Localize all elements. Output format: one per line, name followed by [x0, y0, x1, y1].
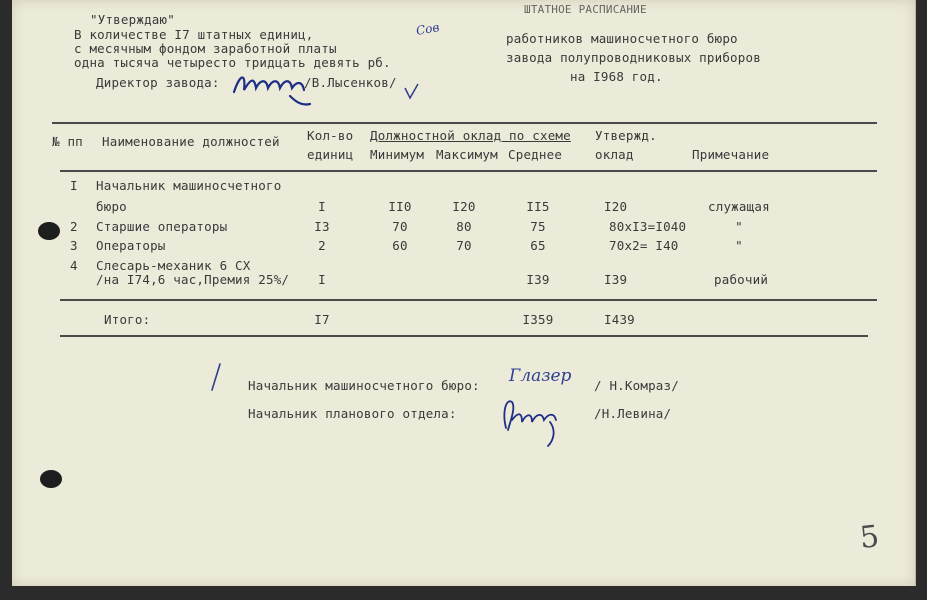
row-num: I [70, 178, 78, 193]
header-num: № пп [52, 134, 83, 149]
row-avg: 65 [530, 238, 546, 253]
binder-hole [38, 222, 60, 240]
row-note: рабочий [714, 272, 769, 287]
row-note: служащая [708, 199, 770, 214]
header-count-2: единиц [307, 147, 354, 162]
header-min: Минимум [370, 147, 425, 162]
row-count: I [318, 199, 326, 214]
row-count: I3 [314, 219, 330, 234]
row-num: 2 [70, 219, 78, 234]
title-line-3: на I968 год. [570, 69, 663, 84]
row-min: 70 [392, 219, 408, 234]
header-max: Максимум [436, 147, 498, 162]
total-label: Итого: [104, 312, 151, 327]
signature-2-label: Начальник планового отдела: [248, 406, 457, 421]
row-count: 2 [318, 238, 326, 253]
row-avg: I39 [526, 272, 550, 287]
header-approved-1: Утвержд. [595, 128, 657, 143]
header-name: Наименование должностей [102, 134, 280, 149]
header-approved-2: оклад [595, 147, 634, 162]
approval-line-2: с месячным фондом заработной платы [74, 41, 337, 56]
row-min: 60 [392, 238, 408, 253]
header-note: Примечание [692, 147, 770, 162]
row-note: " [735, 219, 743, 234]
approval-stamp: "Утверждаю" [90, 12, 175, 27]
signature-1-label: Начальник машиносчетного бюро: [248, 378, 480, 393]
row-name-cont: бюро [96, 199, 127, 214]
row-avg: 75 [530, 219, 546, 234]
signature-1-handwriting: Глазер [509, 366, 572, 386]
page-number: 5 [858, 519, 881, 556]
total-avg: I359 [522, 312, 554, 327]
table-top-rule [52, 122, 877, 124]
row-approved: I20 [604, 199, 628, 214]
binder-hole [40, 470, 62, 488]
header-count-1: Кол-во [307, 128, 354, 143]
row-max: I20 [452, 199, 476, 214]
document-title: ШТАТНОЕ РАСПИСАНИЕ [524, 3, 647, 16]
row-name: Операторы [96, 238, 166, 253]
row-name-cont: /на I74,6 час,Премия 25%/ [96, 272, 290, 287]
margin-pen-mark [208, 362, 224, 392]
row-min: II0 [388, 199, 412, 214]
signature-2-scribble [492, 392, 572, 448]
title-line-2: завода полупроводниковых приборов [506, 50, 761, 65]
title-line-1: работников машиносчетного бюро [506, 31, 738, 46]
row-max: 80 [456, 219, 472, 234]
table-body-rule [60, 299, 877, 301]
row-note: " [735, 238, 743, 253]
total-approved: I439 [604, 312, 635, 327]
signature-2-name: /Н.Левина/ [594, 406, 672, 421]
approval-mark: Сов [414, 20, 441, 38]
header-salary-group: Должностной оклад по схеме [370, 128, 571, 143]
row-name: Слесарь-механик 6 СХ [96, 258, 251, 273]
row-max: 70 [456, 238, 472, 253]
table-bottom-rule [60, 335, 868, 337]
table-header-rule [60, 170, 877, 172]
row-avg: II5 [526, 199, 550, 214]
row-approved: 70х2= I40 [609, 238, 679, 253]
row-num: 3 [70, 238, 78, 253]
row-name: Начальник машиносчетного [96, 178, 282, 193]
header-avg: Среднее [508, 147, 563, 162]
row-num: 4 [70, 258, 78, 273]
check-mark [402, 82, 422, 102]
row-approved: 80хI3=I040 [609, 219, 687, 234]
director-name: /В.Лысенков/ [304, 75, 397, 90]
row-approved: I39 [604, 272, 628, 287]
total-count: I7 [314, 312, 330, 327]
approval-line-1: В количестве I7 штатных единиц, [74, 27, 314, 42]
director-label: Директор завода: [96, 75, 220, 90]
document-page [12, 0, 916, 586]
signature-1-name: / Н.Комраз/ [594, 378, 679, 393]
row-count: I [318, 272, 326, 287]
approval-line-3: одна тысяча четыресто тридцать девять рб. [74, 55, 391, 70]
row-name: Старшие операторы [96, 219, 228, 234]
director-signature [230, 66, 320, 110]
